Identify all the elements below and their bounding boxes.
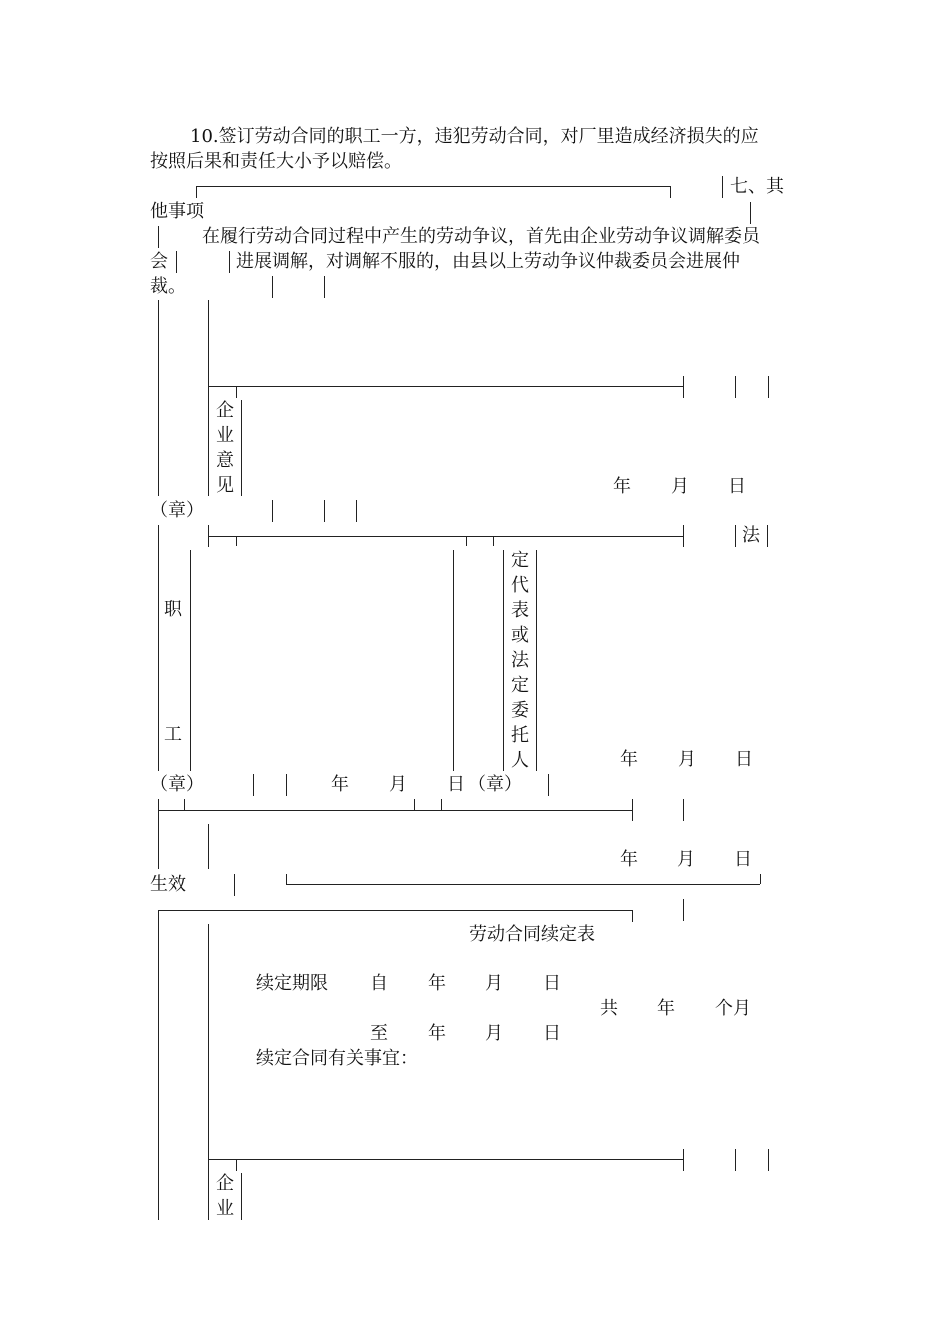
table-border — [253, 774, 254, 796]
renewal-total-months: 个月 — [715, 998, 751, 1019]
table-border — [286, 774, 287, 796]
renewal-period-label: 续定期限 — [256, 973, 328, 994]
date-year: 年 — [620, 749, 638, 770]
renewal-title: 劳动合同续定表 — [469, 924, 595, 945]
effective-label: 生效 — [150, 874, 186, 895]
renewal-to: 至 — [370, 1023, 388, 1044]
legal-representative-label: 定代表或法定委托人 — [511, 550, 529, 771]
renewal-from-month: 月 — [485, 973, 503, 994]
worker-label-2: 工 — [164, 724, 182, 745]
table-border — [158, 910, 632, 911]
table-border — [190, 550, 191, 771]
table-border — [236, 1159, 237, 1171]
section7-para-line2: 进展调解，对调解不服的，由县以上劳动争议仲裁委员会进展仲 — [236, 251, 740, 272]
seal-label-mid: （章） — [468, 774, 522, 795]
section7-heading-part1: 七、其 — [730, 176, 784, 197]
table-border — [768, 376, 769, 398]
table-border — [158, 525, 159, 771]
date-year: 年 — [613, 476, 631, 497]
table-border — [208, 536, 683, 537]
table-border — [536, 550, 537, 771]
seal-label-left: （章） — [150, 774, 204, 795]
date-year: 年 — [620, 849, 638, 870]
table-border — [158, 300, 159, 496]
table-border — [208, 300, 209, 496]
table-border — [548, 774, 549, 796]
date-month-mid: 月 — [389, 774, 407, 795]
section7-para-line1: 在履行劳动合同过程中产生的劳动争议，首先由企业劳动争议调解委员 — [202, 226, 760, 247]
table-border — [414, 799, 415, 810]
worker-label-1: 职 — [164, 599, 182, 620]
table-border — [229, 251, 230, 273]
table-border — [286, 884, 760, 885]
table-border — [158, 810, 632, 811]
table-border — [670, 186, 671, 198]
table-border — [453, 550, 454, 771]
table-border — [768, 1149, 769, 1171]
date-day: 日 — [728, 476, 746, 497]
table-border — [234, 874, 235, 896]
table-border — [286, 874, 287, 884]
table-border — [767, 525, 768, 547]
renewal-total: 共 — [600, 998, 618, 1019]
renewal-to-month: 月 — [485, 1023, 503, 1044]
table-border — [208, 1159, 683, 1160]
section7-para-line3: 裁。 — [150, 276, 186, 297]
table-border — [158, 799, 159, 869]
table-border — [324, 500, 325, 522]
date-day: 日 — [735, 749, 753, 770]
renewal-from: 自 — [370, 973, 388, 994]
table-border — [158, 910, 159, 1220]
clause10-line2: 按照后果和责任大小予以赔偿。 — [150, 151, 402, 172]
table-border — [241, 1173, 242, 1220]
clause10-line1: 10.签订劳动合同的职工一方，违犯劳动合同，对厂里造成经济损失的应 — [190, 126, 759, 147]
date-month: 月 — [678, 749, 696, 770]
renewal-matters-label: 续定合同有关事宜： — [256, 1048, 418, 1069]
renewal-enterprise-label: 企业 — [216, 1173, 234, 1219]
date-year-mid: 年 — [331, 774, 349, 795]
table-border — [241, 400, 242, 496]
table-border — [493, 536, 494, 546]
table-border — [760, 874, 761, 884]
table-border — [356, 500, 357, 522]
table-border — [196, 186, 670, 187]
table-border — [632, 910, 633, 922]
renewal-from-year: 年 — [428, 973, 446, 994]
table-border — [503, 550, 504, 771]
table-border — [466, 536, 467, 546]
table-border — [208, 924, 209, 1220]
section7-heading-part2: 他事项 — [150, 201, 204, 222]
table-border — [208, 386, 683, 387]
date-day: 日 — [734, 849, 752, 870]
enterprise-opinion-label: 企业意见 — [216, 400, 234, 496]
table-border — [750, 202, 751, 224]
table-border — [196, 186, 197, 198]
table-border — [208, 824, 209, 869]
seal-label: （章） — [150, 500, 204, 521]
table-border — [683, 799, 684, 821]
renewal-to-day: 日 — [543, 1023, 561, 1044]
table-border — [184, 799, 185, 810]
table-border — [735, 525, 736, 547]
legal-prefix: 法 — [742, 525, 760, 546]
table-border — [735, 1149, 736, 1171]
table-border — [722, 176, 723, 198]
table-border — [683, 525, 684, 547]
date-month: 月 — [671, 476, 689, 497]
table-border — [632, 799, 633, 821]
table-border — [236, 536, 237, 546]
renewal-to-year: 年 — [428, 1023, 446, 1044]
table-border — [176, 251, 177, 273]
table-border — [441, 799, 442, 810]
table-border — [683, 899, 684, 921]
table-border — [208, 525, 209, 547]
date-day-mid: 日 — [447, 774, 465, 795]
table-border — [324, 276, 325, 298]
renewal-total-year: 年 — [657, 998, 675, 1019]
date-month: 月 — [677, 849, 695, 870]
table-border — [236, 386, 237, 398]
section7-para-line2-prefix: 会 — [150, 251, 168, 272]
table-border — [272, 276, 273, 298]
renewal-from-day: 日 — [543, 973, 561, 994]
table-border — [683, 376, 684, 398]
table-border — [735, 376, 736, 398]
table-border — [158, 226, 159, 248]
table-border — [683, 1149, 684, 1171]
table-border — [272, 500, 273, 522]
